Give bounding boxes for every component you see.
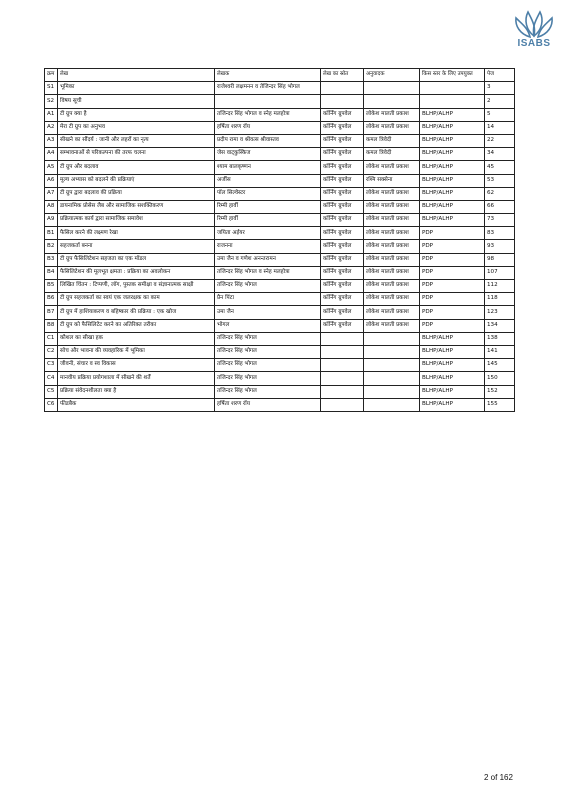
- table-row: [45, 359, 515, 372]
- table-row: [45, 306, 515, 319]
- row-page: 112: [485, 280, 515, 293]
- row-source: [321, 372, 364, 385]
- row-source: [321, 332, 364, 345]
- row-translator: कमल त्रिवेदी: [364, 148, 420, 161]
- row-code: B1: [45, 227, 58, 240]
- table-row: [45, 214, 515, 227]
- row-code: A2: [45, 121, 58, 134]
- row-title: टी ग्रुप और बदलाव: [58, 161, 215, 174]
- row-level: PDP: [420, 253, 485, 266]
- row-translator: लोकेश मालती प्रकाश: [364, 280, 420, 293]
- row-title: टी ग्रुप फैसिलिटेशन सहजता का एक मॉडल: [58, 253, 215, 266]
- row-translator: [364, 398, 420, 411]
- header-serial: क्रम: [45, 69, 58, 82]
- row-translator: [364, 345, 420, 358]
- row-source: कॉर्निंग ग्रुपवेल: [321, 174, 364, 187]
- row-author: जयिता अईयर: [215, 227, 321, 240]
- row-translator: [364, 385, 420, 398]
- table-row: [45, 95, 515, 108]
- row-level: BLHP/ALHP: [420, 174, 485, 187]
- row-source: [321, 95, 364, 108]
- row-level: BLHP/ALHP: [420, 200, 485, 213]
- row-level: PDP: [420, 280, 485, 293]
- row-source: [321, 385, 364, 398]
- table-row: [45, 200, 515, 213]
- row-translator: रश्मि सक्सेना: [364, 174, 420, 187]
- row-page: 141: [485, 345, 515, 358]
- row-translator: लोकेश मालती प्रकाश: [364, 161, 420, 174]
- contents-table: [44, 68, 515, 412]
- row-code: A9: [45, 214, 58, 227]
- table-row: [45, 134, 515, 147]
- row-author: तजिन्दर सिंह भोगल: [215, 372, 321, 385]
- row-level: BLHP/ALHP: [420, 332, 485, 345]
- row-translator: लोकेश मालती प्रकाश: [364, 319, 420, 332]
- row-author: हर्षिता शरण रॉय: [215, 398, 321, 411]
- row-author: तजिन्दर सिंह भोगल व स्नेह मलहोत्रा: [215, 108, 321, 121]
- row-translator: [364, 372, 420, 385]
- row-source: कॉर्निंग ग्रुपवेल: [321, 227, 364, 240]
- row-page: 45: [485, 161, 515, 174]
- row-source: [321, 359, 364, 372]
- row-level: PDP: [420, 293, 485, 306]
- row-level: BLHP/ALHP: [420, 108, 485, 121]
- row-source: कॉर्निंग ग्रुपवेल: [321, 121, 364, 134]
- row-code: C4: [45, 372, 58, 385]
- row-title: प्रक्रियात्मक कार्य द्वारा सामाजिक समावेश: [58, 214, 215, 227]
- row-translator: लोकेश मालती प्रकाश: [364, 227, 420, 240]
- row-author: राजनना: [215, 240, 321, 253]
- row-level: PDP: [420, 240, 485, 253]
- table-row: [45, 319, 515, 332]
- row-code: B2: [45, 240, 58, 253]
- row-source: कॉर्निंग ग्रुपवेल: [321, 161, 364, 174]
- row-source: कॉर्निंग ग्रुपवेल: [321, 214, 364, 227]
- row-title: प्रक्रिया संवेदनशीलता क्या है: [58, 385, 215, 398]
- row-title: डायनामिक प्रोसेस लैब और सामाजिक सशक्तिकरण: [58, 200, 215, 213]
- row-level: BLHP/ALHP: [420, 398, 485, 411]
- row-translator: लोकेश मालती प्रकाश: [364, 200, 420, 213]
- row-code: A8: [45, 200, 58, 213]
- row-page: 83: [485, 227, 515, 240]
- logo-text: ISABS: [517, 38, 551, 49]
- row-translator: [364, 95, 420, 108]
- row-source: [321, 82, 364, 95]
- row-page: 123: [485, 306, 515, 319]
- row-level: BLHP/ALHP: [420, 134, 485, 147]
- row-author: पॉल सिल्वेस्टर: [215, 187, 321, 200]
- row-level: BLHP/ALHP: [420, 121, 485, 134]
- table-row: [45, 148, 515, 161]
- row-author: जेस वाट्कुस्किज: [215, 148, 321, 161]
- table-row: [45, 187, 515, 200]
- row-level: PDP: [420, 306, 485, 319]
- row-translator: लोकेश मालती प्रकाश: [364, 121, 420, 134]
- row-title: सहजकर्ता बनना: [58, 240, 215, 253]
- row-author: तजिन्दर सिंह भोगल: [215, 332, 321, 345]
- row-title: सीखने का सौंदर्य : जानी और लहरों का नृत्य: [58, 134, 215, 147]
- table-row: [45, 161, 515, 174]
- table-row: [45, 121, 515, 134]
- row-source: कॉर्निंग ग्रुपवेल: [321, 306, 364, 319]
- row-code: C1: [45, 332, 58, 345]
- row-title: मानवीय प्रक्रिया प्रयोगशाला में सीखने की शर्तें: [58, 372, 215, 385]
- row-translator: [364, 359, 420, 372]
- table-row: [45, 293, 515, 306]
- row-author: अर्जीस: [215, 174, 321, 187]
- row-source: कॉर्निंग ग्रुपवेल: [321, 200, 364, 213]
- row-translator: लोकेश मालती प्रकाश: [364, 187, 420, 200]
- row-title: भूमिका: [58, 82, 215, 95]
- header-article: लेख: [58, 69, 215, 82]
- table-row: [45, 385, 515, 398]
- row-source: कॉर्निंग ग्रुपवेल: [321, 319, 364, 332]
- row-author: भोगल: [215, 319, 321, 332]
- header-page: पेज: [485, 69, 515, 82]
- row-source: [321, 345, 364, 358]
- row-code: A5: [45, 161, 58, 174]
- row-code: A3: [45, 134, 58, 147]
- row-title: फीडबैक: [58, 398, 215, 411]
- row-author: तजिन्दर सिंह भोगल व स्नेह मलहोत्रा: [215, 266, 321, 279]
- table-row: [45, 82, 515, 95]
- row-level: [420, 82, 485, 95]
- table-row: [45, 253, 515, 266]
- row-page: 3: [485, 82, 515, 95]
- row-page: 2: [485, 95, 515, 108]
- row-author: [215, 95, 321, 108]
- row-title: सोच और भावना की व्यवहारिक में भूमिका: [58, 345, 215, 358]
- row-code: B7: [45, 306, 58, 319]
- row-level: [420, 95, 485, 108]
- row-page: 62: [485, 187, 515, 200]
- table-row: [45, 174, 515, 187]
- isabs-logo: [506, 6, 562, 52]
- row-page: 152: [485, 385, 515, 398]
- row-translator: लोकेश मालती प्रकाश: [364, 293, 420, 306]
- row-page: 34: [485, 148, 515, 161]
- row-page: 134: [485, 319, 515, 332]
- row-title: कौशल का सीखा हक: [58, 332, 215, 345]
- row-page: 98: [485, 253, 515, 266]
- row-source: कॉर्निंग ग्रुपवेल: [321, 266, 364, 279]
- row-title: लिखित चिंतन : टिप्पणी, लॉग, पुस्तक समीक्षा व संज्ञानात्मक साक्षी: [58, 280, 215, 293]
- row-page: 118: [485, 293, 515, 306]
- row-title: मूल्य अभ्यास को बदलने की प्रक्रियाएं: [58, 174, 215, 187]
- row-code: A1: [45, 108, 58, 121]
- row-source: कॉर्निंग ग्रुपवेल: [321, 293, 364, 306]
- row-page: 66: [485, 200, 515, 213]
- header-author: लेखक: [215, 69, 321, 82]
- row-source: कॉर्निंग ग्रुपवेल: [321, 134, 364, 147]
- row-source: [321, 398, 364, 411]
- row-translator: लोकेश मालती प्रकाश: [364, 266, 420, 279]
- row-code: B8: [45, 319, 58, 332]
- row-author: राजेश्वरी लक्षमनन व तेजिन्दर सिंह भोगल: [215, 82, 321, 95]
- row-title: सम्भावनाओं से परिकल्पना की तरफ चलना: [58, 148, 215, 161]
- row-translator: लोकेश मालती प्रकाश: [364, 253, 420, 266]
- row-source: कॉर्निंग ग्रुपवेल: [321, 148, 364, 161]
- row-source: कॉर्निंग ग्रुपवेल: [321, 280, 364, 293]
- row-page: 73: [485, 214, 515, 227]
- row-title: टी ग्रुप द्वारा बदलाव की प्रक्रिया: [58, 187, 215, 200]
- row-title: टी ग्रुप को फैसिलिटेट करने का अतिरिक्त तरीका: [58, 319, 215, 332]
- row-level: PDP: [420, 227, 485, 240]
- header-translator: अनुवादक: [364, 69, 420, 82]
- row-author: उमा जैन: [215, 306, 321, 319]
- row-source: कॉर्निंग ग्रुपवेल: [321, 253, 364, 266]
- row-code: A6: [45, 174, 58, 187]
- row-page: 138: [485, 332, 515, 345]
- row-author: हर्षिता शरण रॉय: [215, 121, 321, 134]
- row-code: B4: [45, 266, 58, 279]
- row-title: फैसिल करने की लक्ष्मण रेखा: [58, 227, 215, 240]
- leaf-emblem-icon: [506, 6, 562, 40]
- row-level: BLHP/ALHP: [420, 385, 485, 398]
- row-author: प्रदीप रामा व श्रीवत्स श्रीवास्तव: [215, 134, 321, 147]
- row-translator: [364, 332, 420, 345]
- row-level: BLHP/ALHP: [420, 372, 485, 385]
- row-source: कॉर्निंग ग्रुपवेल: [321, 240, 364, 253]
- table-row: [45, 280, 515, 293]
- row-code: B3: [45, 253, 58, 266]
- row-translator: [364, 82, 420, 95]
- row-title: विषय सूची: [58, 95, 215, 108]
- row-level: BLHP/ALHP: [420, 187, 485, 200]
- row-code: C5: [45, 385, 58, 398]
- table-row: [45, 240, 515, 253]
- row-translator: लोकेश मालती प्रकाश: [364, 240, 420, 253]
- table-row: [45, 345, 515, 358]
- row-author: रिम्मी हार्वी: [215, 214, 321, 227]
- row-author: तजिन्दर सिंह भोगल: [215, 359, 321, 372]
- row-page: 53: [485, 174, 515, 187]
- row-author: प्रैन पिंटा: [215, 293, 321, 306]
- row-code: A4: [45, 148, 58, 161]
- row-page: 93: [485, 240, 515, 253]
- row-level: BLHP/ALHP: [420, 359, 485, 372]
- row-translator: लोकेश मालती प्रकाश: [364, 108, 420, 121]
- row-title: टी ग्रुप में हाशियाकरण व बहिष्कार की प्रक्रिया : एक खोज: [58, 306, 215, 319]
- header-level: किस स्तर के लिए उपयुक्त: [420, 69, 485, 82]
- header-source: लेख का स्रोत: [321, 69, 364, 82]
- row-level: PDP: [420, 266, 485, 279]
- row-source: कॉर्निंग ग्रुपवेल: [321, 187, 364, 200]
- row-translator: लोकेश मालती प्रकाश: [364, 306, 420, 319]
- table-row: [45, 108, 515, 121]
- row-author: तजिन्दर सिंह भोगल: [215, 345, 321, 358]
- row-title: फैसिलिटेशन की मूलभूत क्षमता : प्रक्रिया का अवलोकन: [58, 266, 215, 279]
- row-translator: कमल त्रिवेदी: [364, 134, 420, 147]
- row-translator: लोकेश मालती प्रकाश: [364, 214, 420, 227]
- row-title: मेरा टी ग्रुप का अनुभव: [58, 121, 215, 134]
- row-title: जीवनी, संचार व स्व विकास: [58, 359, 215, 372]
- row-source: कॉर्निंग ग्रुपवेल: [321, 108, 364, 121]
- row-author: रिम्मी हार्वी: [215, 200, 321, 213]
- row-code: S2: [45, 95, 58, 108]
- table-body: [45, 82, 515, 412]
- row-level: BLHP/ALHP: [420, 161, 485, 174]
- row-level: BLHP/ALHP: [420, 214, 485, 227]
- row-code: S1: [45, 82, 58, 95]
- row-page: 5: [485, 108, 515, 121]
- table-row: [45, 266, 515, 279]
- row-title: टी ग्रुप सहजकर्ता का स्वयं एक जलरक्षक का काम: [58, 293, 215, 306]
- row-code: C3: [45, 359, 58, 372]
- table-row: [45, 372, 515, 385]
- row-author: तजिन्दर सिंह भोगल: [215, 385, 321, 398]
- row-page: 155: [485, 398, 515, 411]
- row-code: A7: [45, 187, 58, 200]
- table-row: [45, 227, 515, 240]
- row-page: 14: [485, 121, 515, 134]
- row-author: श्याम बालकृष्णन: [215, 161, 321, 174]
- row-code: C6: [45, 398, 58, 411]
- row-page: 107: [485, 266, 515, 279]
- row-code: B6: [45, 293, 58, 306]
- row-author: तजिन्दर सिंह भोगल: [215, 280, 321, 293]
- row-title: टी ग्रुप क्या है: [58, 108, 215, 121]
- table-header-row: [45, 69, 515, 82]
- row-code: C2: [45, 345, 58, 358]
- table-row: [45, 332, 515, 345]
- row-code: B5: [45, 280, 58, 293]
- page-number: 2 of 162: [484, 773, 513, 782]
- row-page: 150: [485, 372, 515, 385]
- row-author: उमा जैन व गणेश अनन्तरामन: [215, 253, 321, 266]
- row-page: 145: [485, 359, 515, 372]
- table-row: [45, 398, 515, 411]
- row-level: PDP: [420, 319, 485, 332]
- row-level: BLHP/ALHP: [420, 148, 485, 161]
- row-page: 22: [485, 134, 515, 147]
- row-level: BLHP/ALHP: [420, 345, 485, 358]
